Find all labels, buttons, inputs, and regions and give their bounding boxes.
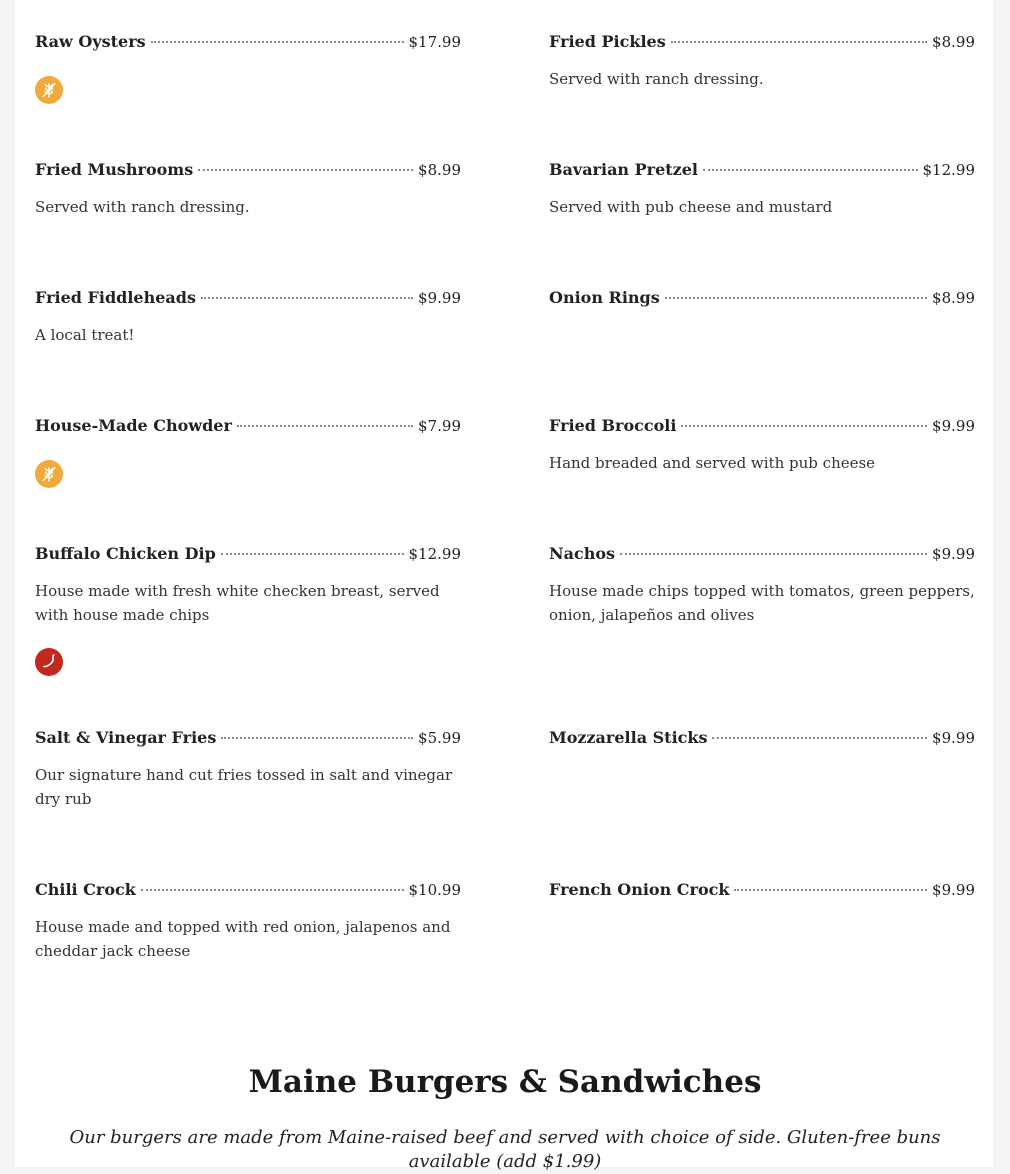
item-name: Buffalo Chicken Dip (35, 544, 216, 563)
gluten-free-icon (35, 460, 63, 488)
menu-item-salt-vinegar-fries (35, 728, 461, 811)
menu-item-bavarian-pretzel (549, 160, 975, 219)
leader-dots (221, 737, 413, 739)
menu-item-nachos (549, 544, 975, 627)
item-description: House made chips topped with tomatos, green peppers, onion, jalapeños and olives (549, 582, 975, 624)
menu-item-fried-fiddleheads (35, 288, 461, 347)
item-name: Chili Crock (35, 880, 136, 899)
leader-dots (703, 169, 917, 171)
leader-dots (620, 553, 927, 555)
item-price: $8.99 (932, 33, 975, 51)
item-description: Served with pub cheese and mustard (549, 198, 833, 216)
leader-dots (201, 297, 413, 299)
menu-item-raw-oysters (35, 32, 461, 104)
item-price: $9.99 (418, 289, 461, 307)
item-name: Fried Mushrooms (35, 160, 194, 179)
item-name: Bavarian Pretzel (549, 160, 699, 179)
item-name: Salt & Vinegar Fries (35, 728, 217, 747)
item-price: $8.99 (932, 289, 975, 307)
menu-item-mozzarella-sticks (549, 728, 975, 752)
item-name: House-Made Chowder (35, 416, 232, 435)
item-name: Onion Rings (549, 288, 660, 307)
item-price: $5.99 (418, 729, 461, 747)
item-name: Fried Pickles (549, 32, 666, 51)
item-name: Nachos (549, 544, 616, 563)
menu-item-onion-rings (549, 288, 975, 312)
leader-dots (712, 737, 927, 739)
menu-item-chili-crock (35, 880, 461, 963)
menu-item-fried-broccoli (549, 416, 975, 475)
leader-dots (198, 169, 413, 171)
menu-item-buffalo-chicken-dip (35, 544, 461, 676)
section-subtitle: Our burgers are made from Maine-raised beef and served with choice of side. Gluten-free buns available (add $1.99) (69, 1127, 941, 1172)
item-name: Fried Broccoli (549, 416, 677, 435)
leader-dots (151, 41, 404, 43)
item-price: $17.99 (408, 33, 461, 51)
item-description: Our signature hand cut fries tossed in salt and vinegar dry rub (35, 766, 453, 808)
leader-dots (671, 41, 927, 43)
item-description: House made and topped with red onion, jalapenos and cheddar jack cheese (35, 918, 451, 960)
leader-dots (734, 889, 927, 891)
spicy-pepper-icon (35, 648, 63, 676)
item-price: $12.99 (408, 545, 461, 563)
leader-dots (221, 553, 404, 555)
leader-dots (665, 297, 927, 299)
leader-dots (141, 889, 404, 891)
item-name: Mozzarella Sticks (549, 728, 708, 747)
menu-item-french-onion-crock (549, 880, 975, 904)
item-name: French Onion Crock (549, 880, 730, 899)
item-price: $9.99 (932, 417, 975, 435)
item-price: $10.99 (408, 881, 461, 899)
item-price: $9.99 (932, 881, 975, 899)
item-description: Served with ranch dressing. (549, 70, 764, 88)
item-price: $9.99 (932, 729, 975, 747)
leader-dots (237, 425, 413, 427)
item-name: Fried Fiddleheads (35, 288, 196, 307)
item-name: Raw Oysters (35, 32, 146, 51)
item-price: $9.99 (932, 545, 975, 563)
leader-dots (681, 425, 927, 427)
item-description: A local treat! (35, 326, 135, 344)
gluten-free-icon (35, 76, 63, 104)
menu-item-fried-pickles (549, 32, 975, 91)
item-description: Served with ranch dressing. (35, 198, 250, 216)
item-description: Hand breaded and served with pub cheese (549, 454, 876, 472)
menu-item-fried-mushrooms (35, 160, 461, 219)
item-description: House made with fresh white checken breast, served with house made chips (35, 582, 440, 624)
section-title: Maine Burgers & Sandwiches (248, 1064, 762, 1100)
menu-item-house-made-chowder (35, 416, 461, 488)
item-price: $7.99 (418, 417, 461, 435)
item-price: $12.99 (922, 161, 975, 179)
item-price: $8.99 (418, 161, 461, 179)
